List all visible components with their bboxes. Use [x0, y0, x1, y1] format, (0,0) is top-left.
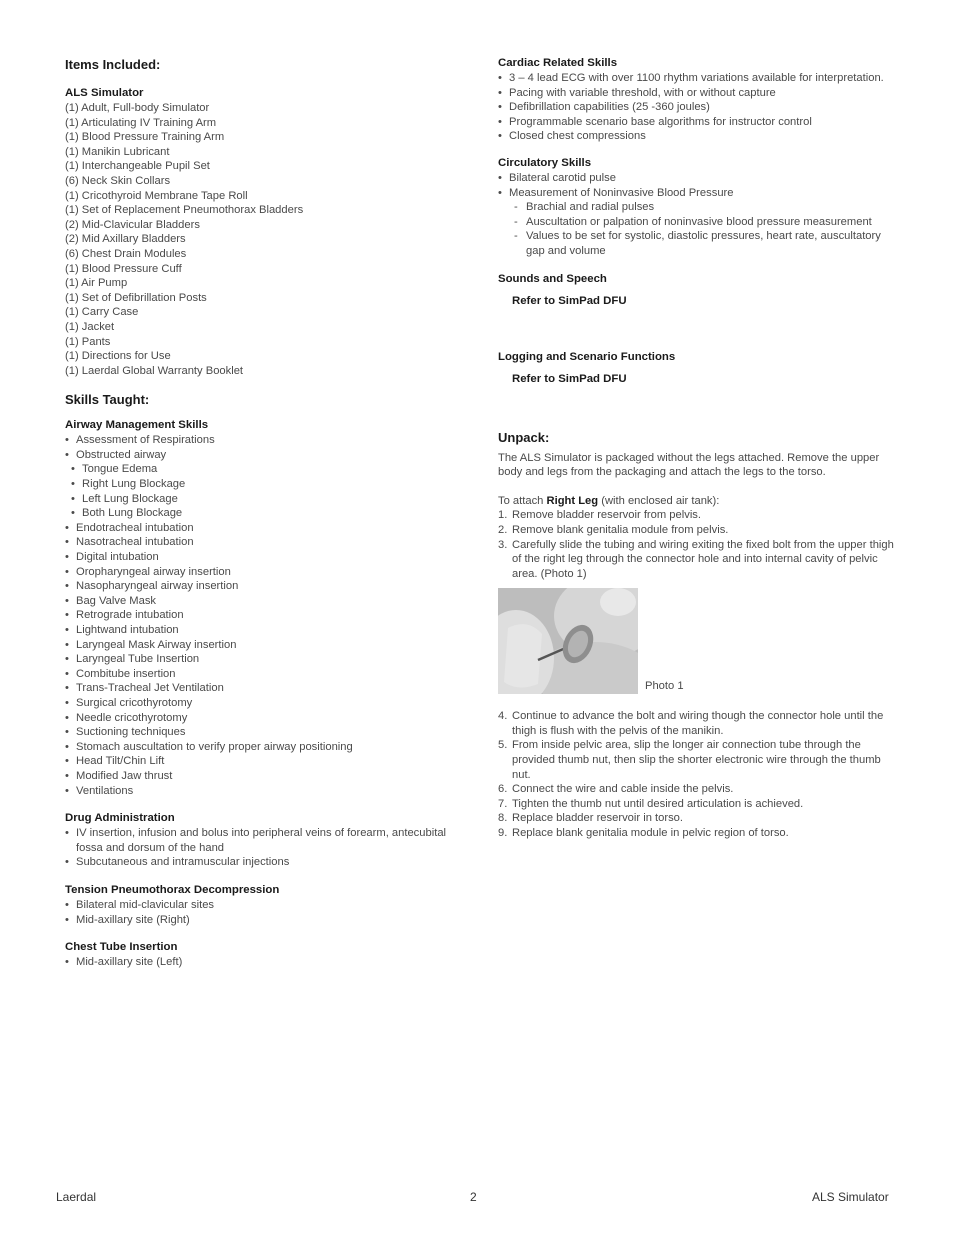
- sounds-heading: Sounds and Speech: [498, 272, 607, 285]
- logging-heading: Logging and Scenario Functions: [498, 350, 676, 363]
- step-number: 7.: [498, 797, 508, 810]
- unpack-paragraph: The ALS Simulator is packaged without the legs attached. Remove the upper body and legs from the packaging and attach the legs to the torso.: [498, 451, 880, 479]
- step-number: 9.: [498, 827, 508, 840]
- attach-post: (with enclosed air tank):: [598, 494, 720, 507]
- unpack-heading: Unpack:: [498, 429, 550, 445]
- list-item: • Left Lung Blockage: [71, 492, 460, 507]
- step-text: Carefully slide the tubing and wiring exiting the fixed bolt from the upper thigh of the right leg through the connector hole and into internal cavity of pelvic area. (Photo 1): [512, 538, 894, 580]
- list-item: • Right Lung Blockage: [71, 477, 460, 492]
- step-item: [498, 797, 898, 812]
- list-item: • Tongue Edema: [71, 462, 460, 477]
- circulatory-sub-list: [498, 200, 898, 258]
- airway-heading: Airway Management Skills: [65, 419, 209, 432]
- circulatory-heading: Circulatory Skills: [498, 156, 592, 169]
- airway-list: [65, 433, 460, 462]
- skills-taught-heading: Skills Taught:: [65, 392, 150, 408]
- attach-instruction: [498, 494, 898, 509]
- items-included-heading: Items Included:: [65, 57, 161, 72]
- cardiac-list: [498, 71, 898, 144]
- list-item: (1) Directions for Use: [65, 350, 171, 363]
- list-item: (1) Laerdal Global Warranty Booklet: [65, 364, 244, 377]
- list-item: • Ventilations: [65, 784, 460, 799]
- list-item: • Laryngeal Mask Airway insertion: [65, 638, 460, 653]
- list-item: • Programmable scenario base algorithms for instructor control: [498, 115, 898, 130]
- list-item: • Measurement of Noninvasive Blood Pressure: [498, 186, 898, 201]
- als-simulator-heading: ALS Simulator: [65, 87, 144, 99]
- step-number: 2.: [498, 523, 508, 536]
- list-item: (2) Mid Axillary Bladders: [65, 233, 186, 246]
- tension-list: [65, 898, 460, 927]
- list-item: • Bilateral mid-clavicular sites: [65, 898, 460, 913]
- list-item: • Stomach auscultation to verify proper airway positioning: [65, 740, 460, 755]
- footer-product: ALS Simulator: [812, 1190, 889, 1204]
- list-item: (1) Carry Case: [65, 306, 139, 319]
- list-item: - Auscultation or palpation of noninvasive blood pressure measurement: [512, 215, 898, 230]
- list-item: • Digital intubation: [65, 550, 460, 565]
- list-item: (1) Adult, Full-body Simulator: [65, 102, 210, 114]
- step-item: [498, 811, 898, 826]
- photo-caption: Photo 1: [645, 679, 684, 692]
- drug-heading: Drug Administration: [65, 812, 175, 825]
- list-item: (1) Articulating IV Training Arm: [65, 116, 217, 129]
- list-item: • Combitube insertion: [65, 667, 460, 682]
- step-text: Continue to advance the bolt and wiring though the connector hole until the thigh is flush with the pelvis of the manikin.: [512, 710, 884, 737]
- list-item: • Modified Jaw thrust: [65, 769, 460, 784]
- list-item: • Pacing with variable threshold, with or without capture: [498, 86, 898, 101]
- step-item: [498, 826, 898, 841]
- step-number: 3.: [498, 538, 508, 551]
- list-item: • Mid-axillary site (Right): [65, 913, 460, 928]
- list-item: (1) Cricothyroid Membrane Tape Roll: [65, 189, 248, 202]
- list-item: • Bag Valve Mask: [65, 594, 460, 609]
- list-item: • Endotracheal intubation: [65, 521, 460, 536]
- list-item: (1) Interchangeable Pupil Set: [65, 160, 210, 173]
- step-text: From inside pelvic area, slip the longer air connection tube through the provided thumb nut, then slip the shorter electronic wire through the thumb nut.: [512, 739, 881, 781]
- footer-brand: Laerdal: [56, 1190, 97, 1204]
- step-number: 5.: [498, 739, 508, 752]
- step-text: Remove blank genitalia module from pelvis.: [512, 523, 729, 536]
- step-text: Remove bladder reservoir from pelvis.: [512, 509, 702, 522]
- list-item: • Mid-axillary site (Left): [65, 955, 460, 970]
- circulatory-list: [498, 171, 898, 200]
- airway-sub-list: [65, 462, 460, 520]
- right-column: [498, 56, 898, 841]
- list-item: • Closed chest compressions: [498, 129, 898, 144]
- attach-right-leg: Right Leg: [546, 494, 599, 507]
- step-item: [498, 709, 898, 738]
- list-item: (6) Chest Drain Modules: [65, 247, 187, 260]
- list-item: (2) Mid-Clavicular Bladders: [65, 218, 200, 231]
- photo-row: [498, 588, 898, 694]
- list-item: (1) Set of Defibrillation Posts: [65, 291, 207, 304]
- airway-list-continued: [65, 521, 460, 798]
- step-item: [498, 523, 898, 538]
- steps-list: [498, 508, 898, 581]
- step-number: 8.: [498, 812, 508, 825]
- list-item: • Lightwand intubation: [65, 623, 460, 638]
- step-item: [498, 538, 898, 582]
- step-item: [498, 508, 898, 523]
- list-item: (1) Blood Pressure Cuff: [65, 262, 182, 275]
- chest-tube-heading: Chest Tube Insertion: [65, 941, 178, 954]
- list-item: • Nasopharyngeal airway insertion: [65, 579, 460, 594]
- list-item: • Defibrillation capabilities (25 -360 joules): [498, 100, 898, 115]
- chest-tube-list: [65, 955, 460, 970]
- list-item: • Bilateral carotid pulse: [498, 171, 898, 186]
- list-item: (1) Pants: [65, 335, 111, 348]
- list-item: • IV insertion, infusion and bolus into peripheral veins of forearm, antecubital fossa and dorsum of the hand: [65, 826, 460, 855]
- list-item: • Suctioning techniques: [65, 725, 460, 740]
- step-item: [498, 782, 898, 797]
- list-item: • Both Lung Blockage: [71, 506, 460, 521]
- list-item: • Surgical cricothyrotomy: [65, 696, 460, 711]
- sounds-reference: Refer to SimPad DFU: [512, 294, 627, 307]
- list-item: (1) Air Pump: [65, 277, 128, 290]
- footer-page-number: 2: [470, 1190, 477, 1204]
- list-item: • Nasotracheal intubation: [65, 535, 460, 550]
- list-item: • Needle cricothyrotomy: [65, 711, 460, 726]
- list-item: • 3 – 4 lead ECG with over 1100 rhythm variations available for interpretation.: [498, 71, 898, 86]
- list-item: • Assessment of Respirations: [65, 433, 460, 448]
- list-item: • Trans-Tracheal Jet Ventilation: [65, 681, 460, 696]
- tension-heading: Tension Pneumothorax Decompression: [65, 883, 280, 896]
- logging-reference: Refer to SimPad DFU: [512, 372, 627, 385]
- list-item: • Obstructed airway: [65, 448, 460, 463]
- step-text: Connect the wire and cable inside the pelvis.: [512, 783, 734, 796]
- list-item: (1) Manikin Lubricant: [65, 145, 170, 158]
- list-item: - Brachial and radial pulses: [512, 200, 898, 215]
- drug-list: [65, 826, 460, 870]
- list-item: (1) Blood Pressure Training Arm: [65, 131, 225, 144]
- items-list-continued: [65, 247, 460, 378]
- list-item: - Values to be set for systolic, diastolic pressures, heart rate, auscultatory gap and volume: [512, 229, 898, 258]
- items-list: [65, 101, 460, 218]
- step-number: 1.: [498, 509, 508, 522]
- step-text: Replace bladder reservoir in torso.: [512, 812, 684, 825]
- step-number: 6.: [498, 783, 508, 796]
- list-item: • Head Tilt/Chin Lift: [65, 754, 460, 769]
- list-item: (6) Neck Skin Collars: [65, 174, 171, 187]
- attach-pre: To attach: [498, 494, 547, 507]
- cardiac-heading: Cardiac Related Skills: [498, 57, 618, 69]
- step-text: Replace blank genitalia module in pelvic region of torso.: [512, 827, 789, 840]
- list-item: (1) Jacket: [65, 320, 115, 333]
- list-item: • Laryngeal Tube Insertion: [65, 652, 460, 667]
- step-text: Tighten the thumb nut until desired articulation is achieved.: [512, 797, 804, 810]
- steps-list-continued: [498, 709, 898, 840]
- photo-1-image: [498, 588, 638, 694]
- items-sub-list: [65, 218, 460, 247]
- list-item: • Subcutaneous and intramuscular injections: [65, 855, 460, 870]
- left-column: [65, 56, 460, 970]
- step-item: [498, 738, 898, 782]
- list-item: • Oropharyngeal airway insertion: [65, 565, 460, 580]
- step-number: 4.: [498, 710, 508, 723]
- list-item: • Retrograde intubation: [65, 608, 460, 623]
- list-item: (1) Set of Replacement Pneumothorax Bladders: [65, 204, 304, 217]
